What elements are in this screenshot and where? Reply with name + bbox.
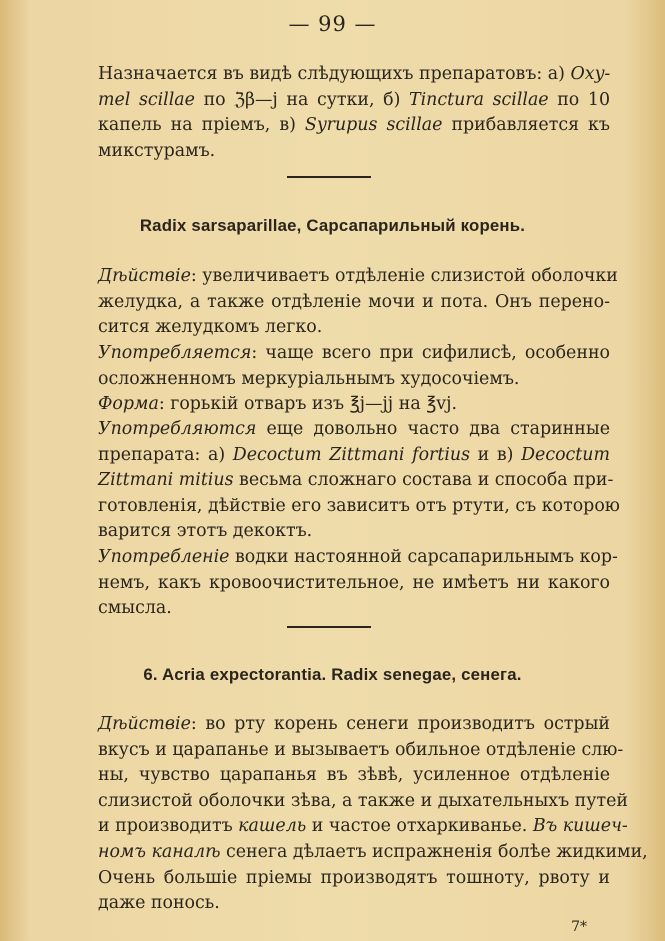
section-divider [287, 176, 371, 178]
text-line: номъ каналѣ сенега дѣлаетъ испражненія болѣе жидкими, [98, 841, 648, 862]
text-line: желудка, а также отдѣленіе мочи и пота. Онъ перено- [98, 291, 610, 312]
sarsaparilla-usage-paragraph [98, 341, 610, 392]
text-line: Употребленіе водки настоянной сарсапарильнымъ кор- [98, 547, 618, 567]
text-line: смысла. [98, 598, 172, 619]
section-heading-senega: 6. Acria expectorantia. Radix senegae, сенега. [143, 665, 522, 684]
section-divider [287, 626, 371, 628]
text-line: Форма: горькій отваръ изъ ℥j—jj на ℥vj. [98, 394, 458, 414]
text-line: Дѣйствіе: увеличиваетъ отдѣленіе слизистой оболочки [98, 266, 618, 286]
text-line: сится желудкомъ легко. [98, 317, 323, 338]
sarsaparilla-action-paragraph [98, 264, 618, 341]
text-line: варится этотъ декоктъ. [98, 521, 313, 542]
text-line: слизистой оболочки зѣва, а также и дыхательныхъ путей [98, 790, 629, 811]
text-line: Употребляется: чаще всего при сифилисѣ, особенно [98, 343, 610, 363]
section-heading-sarsaparilla: Radix sarsaparillae, Сарсапарильный корень. [139, 216, 526, 235]
text-line: Zittmani mitius весьма сложнаго состава и способа при- [98, 470, 614, 491]
text-line: вкусъ и царапанье и вызываетъ обильное отдѣленіе слю- [98, 739, 624, 760]
signature-mark: 7* [571, 919, 587, 935]
text-line: препарата: а) Decoctum Zittmani fortius и в) Decoctum [98, 444, 610, 465]
page-number: — 99 — [288, 12, 377, 36]
text-line: Назначается въ видѣ слѣдующихъ препаратовъ: а) Oxy- [98, 64, 611, 84]
text-line: микстурамъ. [98, 140, 216, 161]
sarsaparilla-preparations-paragraph [98, 417, 620, 545]
text-line: капель на пріемъ, в) Syrupus scillae прибавляется къ [98, 115, 610, 136]
text-line: и производитъ кашель и частое отхаркиванье. Въ кишеч- [98, 816, 628, 837]
text-line: Дѣйствіе: во рту корень сенеги производитъ острый [98, 714, 610, 734]
text-line: mel scillae по ℨβ—j на сутки, б) Tinctura scillae по 10 [98, 89, 611, 110]
text-line: Очень большіе пріемы производятъ тошноту, рвоту и [98, 867, 610, 888]
text-line: немъ, какъ кровоочистительное, не имѣетъ ни какого [98, 572, 610, 593]
text-line: ны, чувство царапанья въ зѣвѣ, усиленное отдѣленіе [98, 765, 610, 786]
intro-paragraph [98, 62, 610, 164]
text-line: Употребляются еще довольно часто два старинные [98, 419, 610, 439]
text-line: готовленія, дѣйствіе его зависитъ отъ ртути, съ которою [98, 495, 620, 516]
text-line: осложненномъ меркуріальнымъ худосочіемъ. [98, 368, 520, 389]
sarsaparilla-form-paragraph [98, 392, 610, 418]
senega-action-paragraph [98, 712, 648, 917]
sarsaparilla-vodka-paragraph [98, 545, 618, 622]
text-line: даже понось. [98, 893, 220, 914]
